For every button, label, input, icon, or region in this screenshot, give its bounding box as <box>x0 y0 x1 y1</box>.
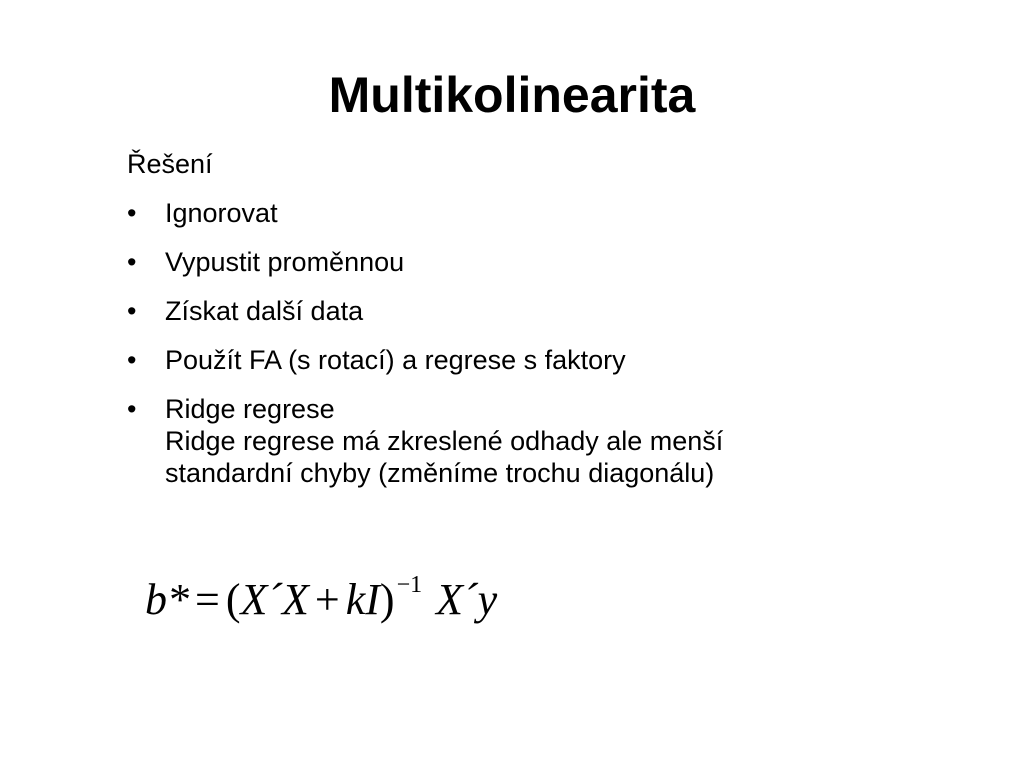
formula-lhs: b* <box>145 575 189 624</box>
bullet-icon: • <box>127 247 137 277</box>
bullet-icon: • <box>127 198 137 228</box>
bullet-icon: • <box>127 345 137 375</box>
list-item <box>127 197 927 229</box>
solutions-list <box>127 197 927 489</box>
list-item-text: Použít FA (s rotací) a regrese s faktory <box>165 345 626 375</box>
list-item <box>127 393 927 489</box>
formula-equals: = <box>195 575 220 624</box>
formula-ki: kI <box>345 575 380 624</box>
list-item <box>127 295 927 327</box>
formula-xt: X´ <box>436 575 478 624</box>
list-item-text: Získat další data <box>165 296 364 326</box>
list-item-text: Ignorovat <box>165 198 278 228</box>
list-item <box>127 246 927 278</box>
slide-title: Multikolinearita <box>328 67 696 123</box>
ridge-regression-formula <box>145 570 497 630</box>
list-item-text: Ridge regrese <box>165 394 335 424</box>
bullet-icon: • <box>127 394 137 424</box>
list-item-detail: standardní chyby (změníme trochu diagonálu) <box>165 458 715 488</box>
section-heading: Řešení <box>127 149 213 179</box>
formula-xtx: X´X <box>240 575 309 624</box>
formula-y: y <box>477 575 498 624</box>
formula-exponent: −1 <box>396 572 423 598</box>
list-item-detail: Ridge regrese má zkreslené odhady ale menší <box>165 426 724 456</box>
formula-close-paren: ) <box>379 575 395 624</box>
formula-open-paren: ( <box>225 575 241 624</box>
list-item <box>127 344 927 376</box>
list-item-text: Vypustit proměnnou <box>165 247 405 277</box>
bullet-icon: • <box>127 296 137 326</box>
formula-plus: + <box>314 575 340 624</box>
slide-content <box>127 148 927 506</box>
